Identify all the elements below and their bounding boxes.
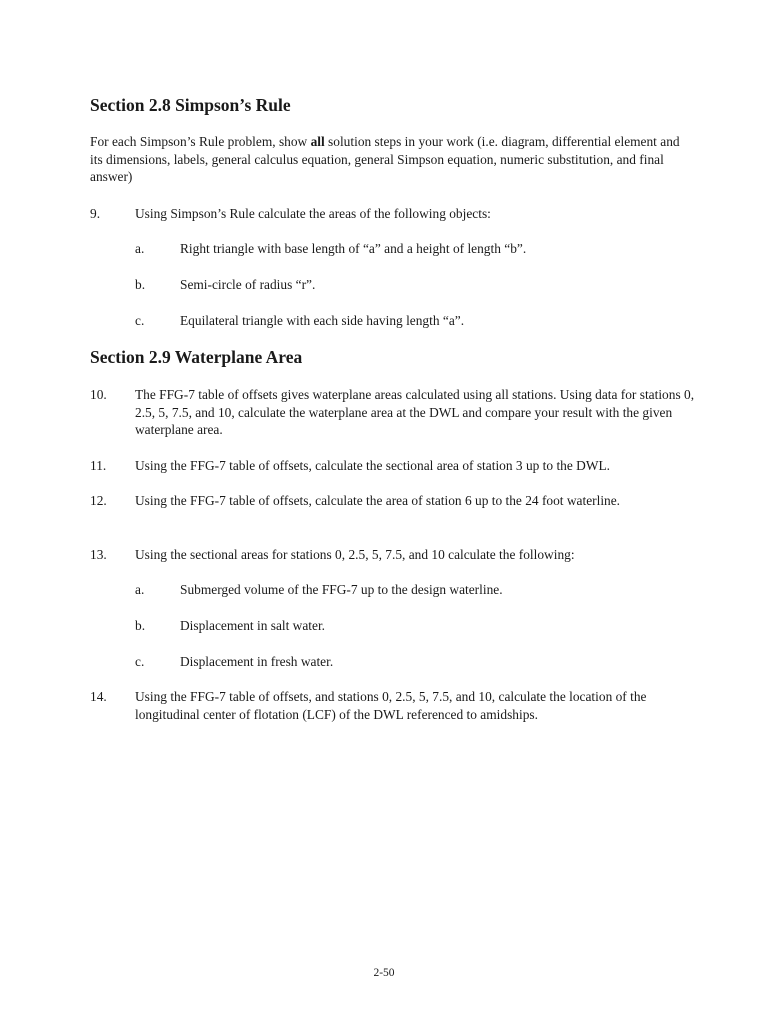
problem-12-number: 12. xyxy=(90,493,107,508)
problem-12-text: Using the FFG-7 table of offsets, calculate the area of station 6 up to the 24 foot waterline. xyxy=(135,493,621,508)
problem-14-number: 14. xyxy=(90,689,107,704)
problem-11-text: Using the FFG-7 table of offsets, calculate the sectional area of station 3 up to the DWL. xyxy=(135,458,610,473)
intro-text-start: For each Simpson’s Rule problem, show xyxy=(90,134,311,149)
problem-9b-text: Semi-circle of radius “r”. xyxy=(180,277,316,292)
section-2-9-heading: Section 2.9 Waterplane Area xyxy=(90,347,303,367)
intro-emphasis: all xyxy=(310,134,325,149)
problem-13c-text: Displacement in fresh water. xyxy=(180,654,334,669)
problem-9b-letter: b. xyxy=(135,277,146,292)
problem-13b-text: Displacement in salt water. xyxy=(180,618,326,633)
problem-11-number: 11. xyxy=(90,458,107,473)
problem-10-number: 10. xyxy=(90,387,107,402)
problem-13a-letter: a. xyxy=(135,582,145,597)
problem-9c-text: Equilateral triangle with each side having length “a”. xyxy=(180,313,465,328)
problem-14-text: Using the FFG-7 table of offsets, and stations 0, 2.5, 5, 7.5, and 10, calculate the location of the longitudinal center of flotation (LCF) of the DWL referenced to amidships. xyxy=(135,689,647,722)
problem-13c-letter: c. xyxy=(135,654,145,669)
problem-9a-letter: a. xyxy=(135,241,145,256)
problem-13b-letter: b. xyxy=(135,618,146,633)
problem-9a-text: Right triangle with base length of “a” and a height of length “b”. xyxy=(180,241,527,256)
problem-9c-letter: c. xyxy=(135,313,145,328)
problem-10-text: The FFG-7 table of offsets gives waterplane areas calculated using all stations. Using data for stations 0, 2.5, 5, 7.5, and 10, calculate the waterplane area at the DWL and compare your result with the given waterplane area. xyxy=(135,387,695,437)
problem-13a-text: Submerged volume of the FFG-7 up to the design waterline. xyxy=(180,582,503,597)
page-number: 2-50 xyxy=(373,967,395,979)
section-2-8-heading: Section 2.8 Simpson’s Rule xyxy=(90,95,291,115)
problem-9-number: 9. xyxy=(90,206,101,221)
problem-9-text: Using Simpson’s Rule calculate the areas of the following objects: xyxy=(135,206,491,221)
section-2-8-intro xyxy=(90,133,690,186)
intro-text-end: solution steps in your work (i.e. diagram, differential element and its dimensions, labels, general calculus equation, general Simpson equation, numeric substitution, and final answer) xyxy=(90,134,680,184)
problem-13-text: Using the sectional areas for stations 0, 2.5, 5, 7.5, and 10 calculate the following: xyxy=(135,547,575,562)
problem-13-number: 13. xyxy=(90,547,107,562)
